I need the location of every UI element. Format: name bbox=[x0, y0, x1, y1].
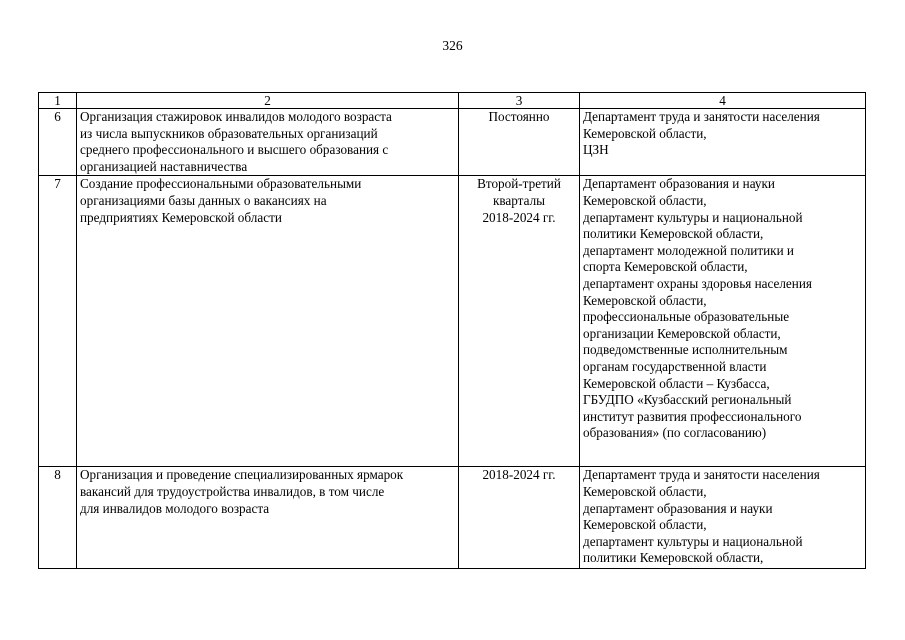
text-line: Постоянно bbox=[488, 109, 550, 124]
text-line: Департамент образования и науки bbox=[583, 176, 775, 192]
text-line: из числа выпускников образовательных организаций bbox=[80, 125, 378, 141]
text-line: Кемеровской области – Кузбасса, bbox=[583, 375, 770, 391]
text-line: Кемеровской области, bbox=[583, 125, 707, 141]
text-line: департамент молодежной политики и bbox=[583, 242, 794, 258]
header-cell: 4 bbox=[580, 93, 866, 109]
text-line: Кемеровской области, bbox=[583, 192, 707, 208]
page-number: 326 bbox=[442, 38, 463, 53]
activity-cell bbox=[77, 467, 459, 569]
text-line: органам государственной власти bbox=[583, 358, 767, 374]
text-line: Создание профессиональными образовательными bbox=[80, 176, 362, 192]
period-cell bbox=[459, 467, 580, 569]
measures-table bbox=[38, 92, 866, 569]
text-line: среднего профессионального и высшего образования с bbox=[80, 142, 389, 158]
header-cell: 1 bbox=[39, 93, 77, 109]
text-line: профессиональные образовательные bbox=[583, 309, 790, 325]
text-line: Кемеровской области, bbox=[583, 483, 707, 499]
activity-cell bbox=[77, 109, 459, 176]
text-line: кварталы bbox=[492, 192, 546, 208]
executors-cell bbox=[580, 176, 866, 467]
text-line: политики Кемеровской области, bbox=[583, 226, 764, 242]
text-line: организацией наставничества bbox=[80, 158, 248, 174]
period-cell bbox=[459, 176, 580, 467]
header-cell: 2 bbox=[77, 93, 459, 109]
text-line: предприятиях Кемеровской области bbox=[80, 209, 282, 225]
text-line: ГБУДПО «Кузбасский региональный bbox=[583, 392, 792, 408]
text-line: образования» (по согласованию) bbox=[583, 425, 767, 441]
text-line: Второй-третий bbox=[477, 176, 561, 192]
row-number: 6 bbox=[39, 109, 77, 176]
table-row bbox=[39, 109, 866, 176]
text-line: Департамент труда и занятости населения bbox=[583, 467, 820, 483]
text-line: 2018-2024 гг. bbox=[482, 467, 556, 483]
table-row bbox=[39, 176, 866, 467]
text-line: департамент культуры и национальной bbox=[583, 533, 803, 549]
text-line: организации Кемеровской области, bbox=[583, 325, 781, 341]
executors-cell bbox=[580, 109, 866, 176]
text-line: департамент охраны здоровья населения bbox=[583, 275, 812, 291]
text-line: Кемеровской области, bbox=[583, 517, 707, 533]
text-line: политики Кемеровской области, bbox=[583, 550, 764, 566]
row-number: 7 bbox=[39, 176, 77, 467]
text-line: спорта Кемеровской области, bbox=[583, 259, 748, 275]
header-cell: 3 bbox=[459, 93, 580, 109]
text-line: институт развития профессионального bbox=[583, 408, 802, 424]
table-header-row bbox=[39, 93, 866, 109]
text-line: департамент образования и науки bbox=[583, 500, 773, 516]
executors-cell bbox=[580, 467, 866, 569]
text-line: вакансий для трудоустройства инвалидов, в том числе bbox=[80, 483, 385, 499]
text-line: департамент культуры и национальной bbox=[583, 209, 803, 225]
activity-cell bbox=[77, 176, 459, 467]
table-row bbox=[39, 467, 866, 569]
text-line: Организация и проведение специализированных ярмарок bbox=[80, 467, 404, 483]
row-number: 8 bbox=[39, 467, 77, 569]
text-line: Кемеровской области, bbox=[583, 292, 707, 308]
text-line: ЦЗН bbox=[583, 142, 609, 158]
period-cell bbox=[459, 109, 580, 176]
text-line: Организация стажировок инвалидов молодого возраста bbox=[80, 109, 392, 124]
text-line: 2018-2024 гг. bbox=[482, 209, 556, 225]
text-line: подведомственные исполнительным bbox=[583, 342, 788, 358]
text-line: Департамент труда и занятости населения bbox=[583, 109, 820, 124]
text-line: организациями базы данных о вакансиях на bbox=[80, 192, 327, 208]
text-line: для инвалидов молодого возраста bbox=[80, 500, 270, 516]
